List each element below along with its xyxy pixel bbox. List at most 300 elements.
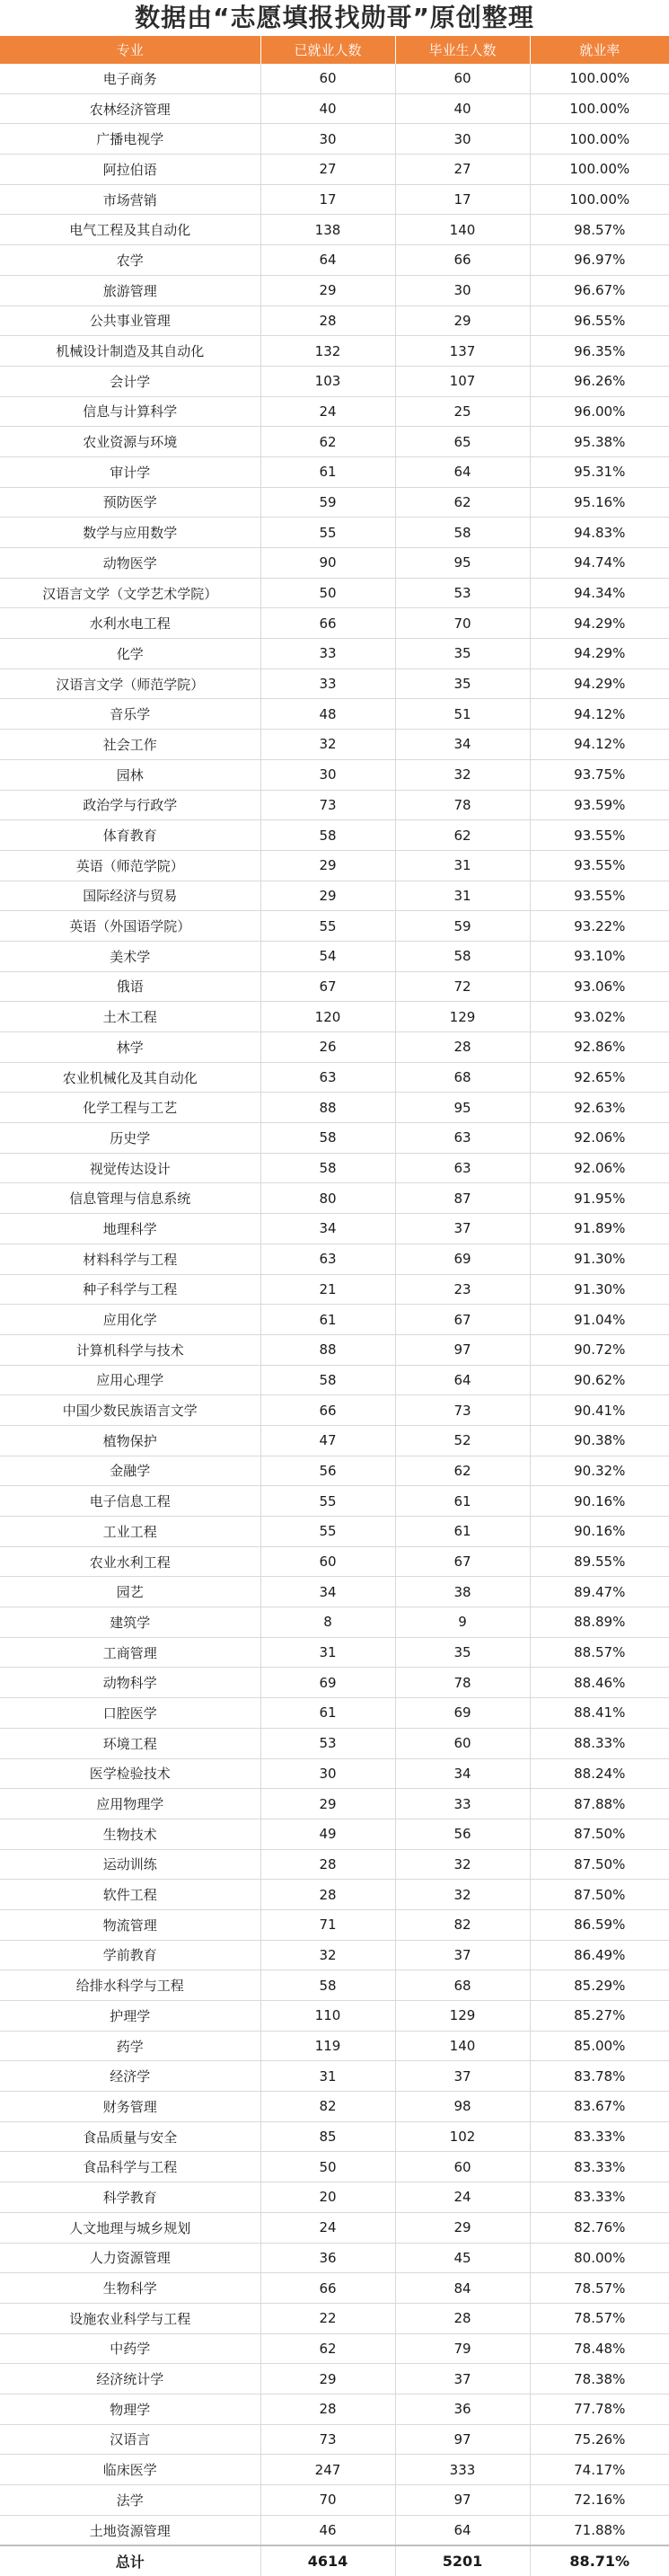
cell-rate: 85.27% [530,2001,669,2032]
cell-employed: 60 [260,1546,395,1577]
cell-employed: 66 [260,2273,395,2304]
cell-rate: 86.49% [530,1940,669,1970]
total-label: 总计 [0,2545,260,2576]
table-row [0,1577,669,1607]
cell-rate: 87.50% [530,1849,669,1880]
cell-rate: 96.67% [530,275,669,305]
cell-major: 预防医学 [0,487,260,518]
cell-employed: 32 [260,1940,395,1970]
cell-employed: 27 [260,155,395,185]
cell-major: 土地资源管理 [0,2515,260,2545]
cell-rate: 88.57% [530,1637,669,1668]
cell-employed: 46 [260,2515,395,2545]
cell-major: 英语（外国语学院） [0,911,260,942]
cell-graduates: 17 [395,184,530,215]
table-row [0,2121,669,2152]
cell-employed: 67 [260,971,395,1002]
cell-employed: 33 [260,668,395,699]
table-row [0,941,669,971]
cell-employed: 58 [260,1365,395,1395]
table-row [0,608,669,639]
cell-rate: 95.38% [530,427,669,457]
cell-rate: 91.30% [530,1244,669,1274]
cell-rate: 88.24% [530,1758,669,1789]
cell-graduates: 82 [395,1909,530,1940]
cell-major: 护理学 [0,2001,260,2032]
table-row [0,1819,669,1849]
table-row [0,305,669,336]
table-row [0,1909,669,1940]
cell-major: 历史学 [0,1123,260,1154]
cell-employed: 61 [260,1698,395,1729]
cell-rate: 91.04% [530,1305,669,1335]
table-row [0,427,669,457]
cell-major: 土木工程 [0,1002,260,1032]
cell-employed: 58 [260,1123,395,1154]
table-row [0,1546,669,1577]
table-row [0,1425,669,1456]
cell-rate: 91.30% [530,1274,669,1305]
cell-rate: 83.33% [530,2182,669,2213]
cell-major: 建筑学 [0,1607,260,1638]
total-graduates: 5201 [395,2545,530,2576]
cell-major: 生物科学 [0,2273,260,2304]
cell-rate: 90.62% [530,1365,669,1395]
cell-major: 应用物理学 [0,1789,260,1819]
cell-employed: 31 [260,2061,395,2092]
cell-rate: 87.88% [530,1789,669,1819]
cell-graduates: 84 [395,2273,530,2304]
table-row [0,1305,669,1335]
table-row [0,2364,669,2395]
cell-graduates: 61 [395,1517,530,1547]
cell-major: 农业水利工程 [0,1546,260,1577]
cell-graduates: 23 [395,1274,530,1305]
table-row [0,215,669,245]
table-row [0,2092,669,2122]
table-row [0,1032,669,1063]
cell-major: 数学与应用数学 [0,518,260,548]
cell-graduates: 62 [395,1456,530,1486]
cell-graduates: 98 [395,2092,530,2122]
cell-graduates: 65 [395,427,530,457]
cell-graduates: 61 [395,1486,530,1517]
cell-rate: 92.06% [530,1153,669,1183]
cell-major: 农业机械化及其自动化 [0,1062,260,1093]
cell-graduates: 95 [395,1093,530,1123]
cell-major: 中国少数民族语言文学 [0,1395,260,1426]
cell-employed: 24 [260,2212,395,2243]
cell-major: 俄语 [0,971,260,1002]
cell-employed: 59 [260,487,395,518]
cell-major: 英语（师范学院） [0,850,260,881]
cell-major: 食品质量与安全 [0,2121,260,2152]
cell-employed: 40 [260,93,395,124]
cell-major: 林学 [0,1032,260,1063]
cell-rate: 83.67% [530,2092,669,2122]
cell-graduates: 32 [395,1880,530,1910]
cell-graduates: 137 [395,336,530,367]
header-graduates: 毕业生人数 [395,36,530,64]
cell-graduates: 28 [395,2303,530,2333]
cell-employed: 34 [260,1214,395,1244]
cell-employed: 69 [260,1668,395,1698]
header-employed: 已就业人数 [260,36,395,64]
cell-graduates: 67 [395,1546,530,1577]
table-row [0,699,669,730]
cell-rate: 83.33% [530,2121,669,2152]
cell-graduates: 9 [395,1607,530,1638]
cell-rate: 90.32% [530,1456,669,1486]
employment-table [0,36,669,2576]
cell-major: 化学 [0,639,260,669]
cell-graduates: 31 [395,850,530,881]
cell-graduates: 95 [395,548,530,579]
cell-rate: 88.41% [530,1698,669,1729]
cell-graduates: 70 [395,608,530,639]
cell-graduates: 38 [395,1577,530,1607]
cell-major: 汉语言 [0,2424,260,2455]
cell-rate: 96.00% [530,396,669,427]
cell-employed: 20 [260,2182,395,2213]
table-row [0,1970,669,2001]
cell-major: 经济统计学 [0,2364,260,2395]
cell-major: 人力资源管理 [0,2243,260,2273]
cell-rate: 94.83% [530,518,669,548]
cell-major: 计算机科学与技术 [0,1334,260,1365]
table-row [0,850,669,881]
page-title: 数据由“志愿填报找勋哥”原创整理 [0,0,669,36]
table-row [0,1728,669,1758]
table-header [0,36,669,64]
cell-graduates: 58 [395,518,530,548]
cell-graduates: 37 [395,2061,530,2092]
table-row [0,64,669,93]
table-row [0,759,669,790]
cell-employed: 88 [260,1093,395,1123]
cell-rate: 94.34% [530,578,669,608]
cell-major: 水利水电工程 [0,608,260,639]
cell-major: 社会工作 [0,730,260,760]
table-row [0,820,669,851]
cell-employed: 132 [260,336,395,367]
cell-graduates: 27 [395,155,530,185]
cell-major: 工商管理 [0,1637,260,1668]
table-row [0,245,669,276]
cell-graduates: 30 [395,124,530,155]
cell-employed: 28 [260,1880,395,1910]
cell-graduates: 35 [395,639,530,669]
cell-rate: 92.63% [530,1093,669,1123]
cell-rate: 96.97% [530,245,669,276]
cell-graduates: 140 [395,215,530,245]
cell-employed: 62 [260,2333,395,2364]
cell-graduates: 37 [395,1214,530,1244]
cell-rate: 83.78% [530,2061,669,2092]
cell-graduates: 68 [395,1970,530,2001]
table-row [0,1395,669,1426]
cell-major: 会计学 [0,366,260,396]
cell-employed: 110 [260,2001,395,2032]
table-row [0,2515,669,2545]
cell-employed: 58 [260,820,395,851]
cell-employed: 103 [260,366,395,396]
cell-employed: 71 [260,1909,395,1940]
table-row [0,1244,669,1274]
cell-rate: 75.26% [530,2424,669,2455]
table-row [0,184,669,215]
cell-employed: 53 [260,1728,395,1758]
cell-major: 科学教育 [0,2182,260,2213]
cell-rate: 93.22% [530,911,669,942]
cell-major: 地理科学 [0,1214,260,1244]
cell-graduates: 60 [395,64,530,93]
table-row [0,1334,669,1365]
cell-graduates: 35 [395,668,530,699]
cell-rate: 94.29% [530,668,669,699]
cell-employed: 34 [260,1577,395,1607]
cell-graduates: 34 [395,730,530,760]
cell-employed: 80 [260,1183,395,1214]
table-row [0,1517,669,1547]
table-row [0,2394,669,2424]
cell-employed: 26 [260,1032,395,1063]
cell-major: 广播电视学 [0,124,260,155]
cell-employed: 29 [260,881,395,911]
cell-graduates: 34 [395,1758,530,1789]
cell-employed: 82 [260,2092,395,2122]
cell-rate: 90.72% [530,1334,669,1365]
cell-rate: 88.46% [530,1668,669,1698]
cell-employed: 50 [260,2152,395,2182]
cell-rate: 100.00% [530,64,669,93]
table-row [0,881,669,911]
cell-major: 物理学 [0,2394,260,2424]
cell-employed: 138 [260,215,395,245]
cell-rate: 92.06% [530,1123,669,1154]
table-row [0,93,669,124]
cell-rate: 93.06% [530,971,669,1002]
cell-employed: 56 [260,1456,395,1486]
cell-major: 设施农业科学与工程 [0,2303,260,2333]
cell-major: 应用化学 [0,1305,260,1335]
cell-employed: 55 [260,911,395,942]
cell-employed: 85 [260,2121,395,2152]
cell-major: 阿拉伯语 [0,155,260,185]
cell-graduates: 53 [395,578,530,608]
cell-rate: 90.16% [530,1486,669,1517]
cell-employed: 61 [260,1305,395,1335]
cell-rate: 91.95% [530,1183,669,1214]
cell-employed: 48 [260,699,395,730]
cell-rate: 78.57% [530,2303,669,2333]
table-row [0,548,669,579]
table-row [0,2424,669,2455]
cell-graduates: 31 [395,881,530,911]
cell-rate: 92.86% [530,1032,669,1063]
table-row [0,639,669,669]
cell-major: 化学工程与工艺 [0,1093,260,1123]
cell-rate: 94.12% [530,699,669,730]
cell-employed: 8 [260,1607,395,1638]
table-row [0,1668,669,1698]
cell-graduates: 67 [395,1305,530,1335]
cell-rate: 94.74% [530,548,669,579]
table-row [0,1214,669,1244]
cell-rate: 78.38% [530,2364,669,2395]
cell-major: 动物医学 [0,548,260,579]
cell-major: 音乐学 [0,699,260,730]
cell-graduates: 87 [395,1183,530,1214]
cell-graduates: 52 [395,1425,530,1456]
cell-employed: 49 [260,1819,395,1849]
cell-rate: 96.55% [530,305,669,336]
table-row [0,1183,669,1214]
cell-major: 运动训练 [0,1849,260,1880]
cell-rate: 72.16% [530,2485,669,2516]
table-row [0,1002,669,1032]
table-row [0,1153,669,1183]
cell-employed: 31 [260,1637,395,1668]
cell-graduates: 78 [395,790,530,820]
cell-graduates: 29 [395,305,530,336]
cell-rate: 96.35% [530,336,669,367]
cell-major: 农林经济管理 [0,93,260,124]
cell-major: 汉语言文学（师范学院） [0,668,260,699]
table-row [0,1698,669,1729]
cell-employed: 247 [260,2455,395,2485]
cell-major: 机械设计制造及其自动化 [0,336,260,367]
cell-major: 农学 [0,245,260,276]
table-row [0,2152,669,2182]
cell-employed: 22 [260,2303,395,2333]
cell-rate: 93.55% [530,820,669,851]
cell-employed: 55 [260,1517,395,1547]
table-row [0,1093,669,1123]
cell-employed: 88 [260,1334,395,1365]
cell-major: 国际经济与贸易 [0,881,260,911]
table-row [0,275,669,305]
cell-rate: 94.29% [530,639,669,669]
table-row [0,2212,669,2243]
cell-graduates: 63 [395,1153,530,1183]
table-row [0,336,669,367]
cell-rate: 78.57% [530,2273,669,2304]
cell-graduates: 333 [395,2455,530,2485]
cell-graduates: 59 [395,911,530,942]
table-row [0,2182,669,2213]
cell-employed: 29 [260,850,395,881]
cell-major: 市场营销 [0,184,260,215]
cell-employed: 55 [260,518,395,548]
cell-major: 政治学与行政学 [0,790,260,820]
cell-graduates: 37 [395,1940,530,1970]
cell-employed: 30 [260,759,395,790]
header-row [0,36,669,64]
table-row [0,124,669,155]
cell-major: 植物保护 [0,1425,260,1456]
cell-rate: 91.89% [530,1214,669,1244]
cell-rate: 78.48% [530,2333,669,2364]
cell-graduates: 97 [395,2424,530,2455]
cell-rate: 100.00% [530,93,669,124]
cell-rate: 98.57% [530,215,669,245]
cell-graduates: 60 [395,1728,530,1758]
cell-major: 环境工程 [0,1728,260,1758]
cell-employed: 28 [260,1849,395,1880]
table-row [0,2001,669,2032]
table-row [0,1486,669,1517]
cell-graduates: 63 [395,1123,530,1154]
cell-employed: 54 [260,941,395,971]
cell-employed: 17 [260,184,395,215]
table-row [0,456,669,487]
cell-graduates: 35 [395,1637,530,1668]
cell-major: 信息管理与信息系统 [0,1183,260,1214]
cell-rate: 87.50% [530,1880,669,1910]
table-row [0,1789,669,1819]
cell-employed: 58 [260,1970,395,2001]
cell-graduates: 30 [395,275,530,305]
table-body [0,64,669,2545]
cell-graduates: 129 [395,1002,530,1032]
table-footer [0,2545,669,2576]
table-row [0,1123,669,1154]
table-row [0,366,669,396]
cell-major: 物流管理 [0,1909,260,1940]
cell-graduates: 28 [395,1032,530,1063]
table-row [0,487,669,518]
cell-rate: 74.17% [530,2455,669,2485]
cell-graduates: 45 [395,2243,530,2273]
cell-rate: 83.33% [530,2152,669,2182]
cell-rate: 93.10% [530,941,669,971]
cell-graduates: 32 [395,1849,530,1880]
cell-employed: 90 [260,548,395,579]
table-row [0,1456,669,1486]
cell-major: 公共事业管理 [0,305,260,336]
cell-graduates: 51 [395,699,530,730]
cell-graduates: 64 [395,2515,530,2545]
cell-rate: 87.50% [530,1819,669,1849]
cell-graduates: 37 [395,2364,530,2395]
cell-graduates: 69 [395,1698,530,1729]
cell-rate: 93.59% [530,790,669,820]
cell-graduates: 64 [395,456,530,487]
cell-major: 财务管理 [0,2092,260,2122]
table-row [0,1365,669,1395]
table-row [0,1274,669,1305]
cell-major: 旅游管理 [0,275,260,305]
cell-rate: 100.00% [530,124,669,155]
cell-graduates: 73 [395,1395,530,1426]
cell-major: 人文地理与城乡规划 [0,2212,260,2243]
table-row [0,155,669,185]
cell-major: 视觉传达设计 [0,1153,260,1183]
cell-rate: 71.88% [530,2515,669,2545]
cell-rate: 93.55% [530,881,669,911]
cell-employed: 21 [260,1274,395,1305]
cell-employed: 62 [260,427,395,457]
cell-rate: 85.29% [530,1970,669,2001]
cell-rate: 93.02% [530,1002,669,1032]
cell-major: 电子商务 [0,64,260,93]
cell-graduates: 64 [395,1365,530,1395]
cell-major: 电气工程及其自动化 [0,215,260,245]
cell-employed: 55 [260,1486,395,1517]
cell-graduates: 32 [395,759,530,790]
cell-graduates: 79 [395,2333,530,2364]
